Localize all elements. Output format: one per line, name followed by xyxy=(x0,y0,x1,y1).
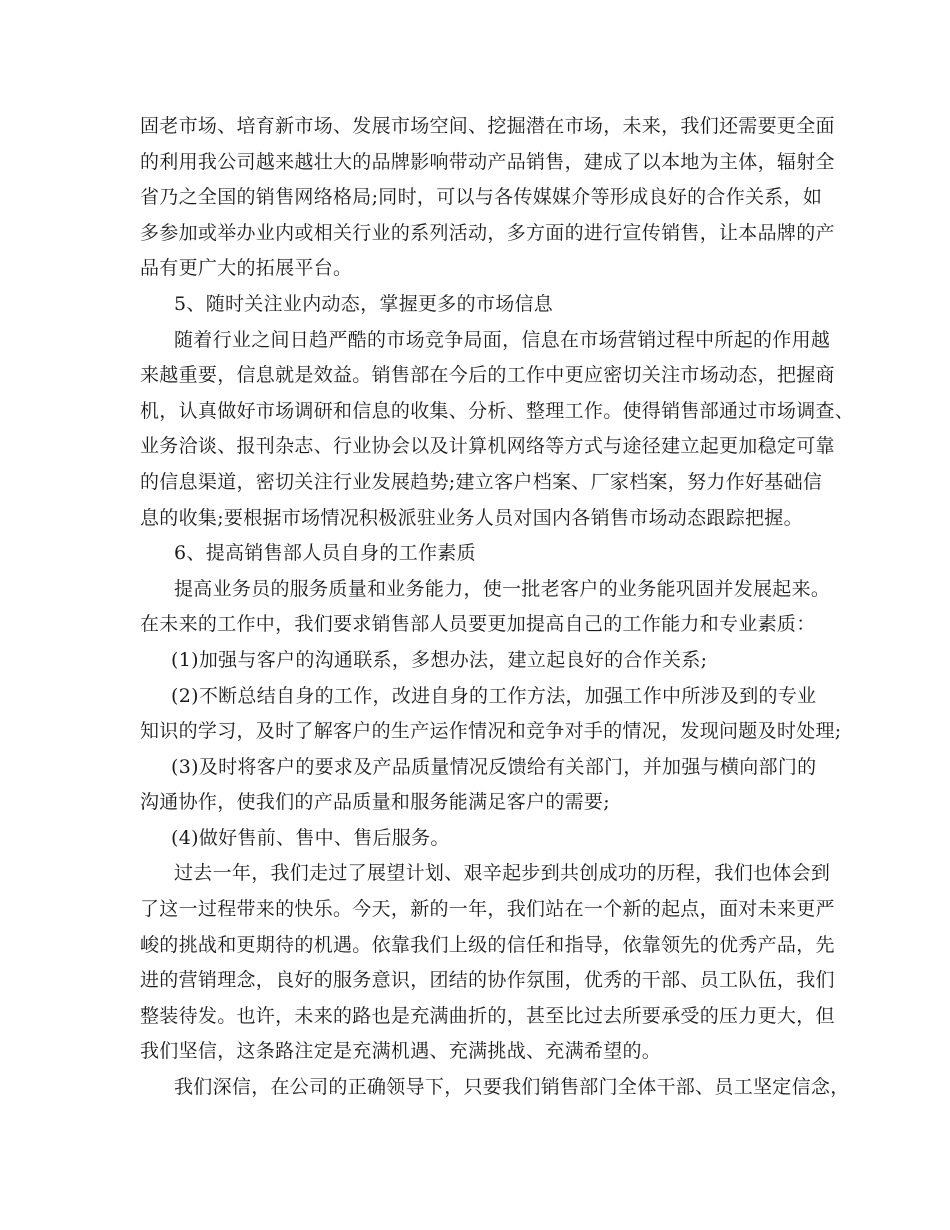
body-text-line: 的信息渠道，密切关注行业发展趋势;建立客户档案、厂家档案，努力作好基础信 xyxy=(140,470,823,493)
body-text-line: 我们深信，在公司的正确领导下，只要我们销售部门全体干部、员工坚定信念， xyxy=(174,1076,850,1099)
body-text-line: 省乃之全国的销售网络格局;同时，可以与各传媒媒介等形成良好的合作关系，如 xyxy=(140,186,823,209)
body-text-line: 多参加或举办业内或相关行业的系列活动，多方面的进行宣传销售，让本品牌的产 xyxy=(140,221,835,244)
body-text-line: 固老市场、培育新市场、发展市场空间、挖掘潜在市场，未来，我们还需要更全面 xyxy=(140,115,835,137)
body-text-line: 沟通协作，使我们的产品质量和服务能满足客户的需要; xyxy=(140,791,610,814)
body-text-line: 业务洽谈、报刊杂志、行业协会以及计算机网络等方式与途径建立起更加稳定可靠 xyxy=(140,435,835,458)
body-text-line: 知识的学习，及时了解客户的生产运作情况和竞争对手的情况，发现问题及时处理; xyxy=(140,720,842,743)
body-text-line: 过去一年，我们走过了展望计划、艰辛起步到共创成功的历程，我们也体会到 xyxy=(174,862,831,885)
body-text-line: 了这一过程带来的快乐。今天，新的一年，我们站在一个新的起点，面对未来更严 xyxy=(140,898,835,921)
body-text-line: 息的收集;要根据市场情况积极派驻业务人员对国内各销售市场动态跟踪把握。 xyxy=(140,506,803,529)
list-item: (1)加强与客户的沟通联系，多想办法，建立起良好的合作关系; xyxy=(171,648,708,671)
body-text-line: 我们坚信，这条路注定是充满机遇、充满挑战、充满希望的。 xyxy=(140,1040,662,1063)
body-text-line: 的利用我公司越来越壮大的品牌影响带动产品销售，建成了以本地为主体，辐射全 xyxy=(140,150,835,173)
body-text-line: 峻的挑战和更期待的机遇。依靠我们上级的信任和指导，依靠领先的优秀产品，先 xyxy=(140,933,835,956)
section-heading: 5、随时关注业内动态，掌握更多的市场信息 xyxy=(174,292,554,315)
list-item: (4)做好售前、售中、售后服务。 xyxy=(171,826,450,849)
body-text-line: 来越重要，信息就是效益。销售部在今后的工作中更应密切关注市场动态，把握商 xyxy=(140,364,835,387)
section-heading: 6、提高销售部人员自身的工作素质 xyxy=(174,542,476,565)
body-text-line: 整装待发。也许，未来的路也是充满曲折的，甚至比过去所要承受的压力更大，但 xyxy=(140,1004,835,1027)
body-text-line: 在未来的工作中，我们要求销售部人员要更加提高自己的工作能力和专业素质： xyxy=(140,613,816,636)
body-text-line: 随着行业之间日趋严酷的市场竞争局面，信息在市场营销过程中所起的作用越 xyxy=(174,328,831,351)
body-text-line: 进的营销理念，良好的服务意识，团结的协作氛围，优秀的干部、员工队伍，我们 xyxy=(140,969,835,992)
list-item: (2)不断总结自身的工作，改进自身的工作方法，加强工作中所涉及到的专业 xyxy=(171,684,817,707)
list-item: (3)及时将客户的要求及产品质量情况反馈给有关部门，并加强与横向部门的 xyxy=(171,755,817,778)
body-text-line: 提高业务员的服务质量和业务能力，使一批老客户的业务能巩固并发展起来。 xyxy=(174,577,831,600)
body-text-line: 品有更广大的拓展平台。 xyxy=(140,257,353,280)
document-body xyxy=(140,109,855,1106)
body-text-line: 机，认真做好市场调研和信息的收集、分析、整理工作。使得销售部通过市场调查、 xyxy=(140,399,855,422)
